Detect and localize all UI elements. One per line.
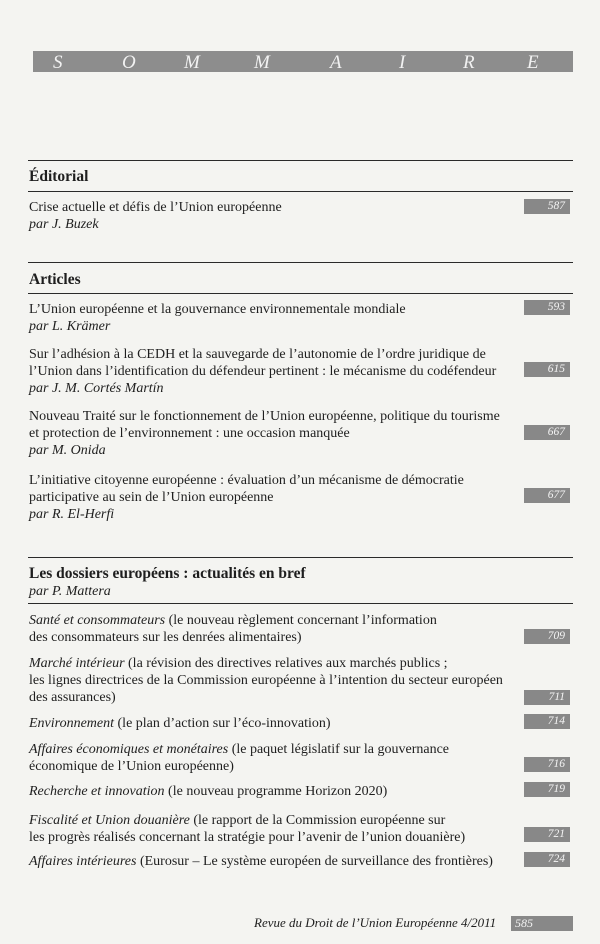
entry-text: (la révision des directives relatives aux marchés publics ;: [124, 656, 448, 671]
entry-topic: Recherche et innovation: [29, 784, 165, 799]
section-rule: [28, 603, 573, 604]
entry-author: par M. Onida: [29, 443, 106, 458]
folio-badge: 585: [511, 916, 573, 931]
entry-text: (Eurosur – Le système européen de surveillance des frontières): [136, 854, 493, 869]
journal-title: Revue du Droit de l’Union Européenne 4/2011: [254, 915, 497, 930]
toc-entry[interactable]: [29, 346, 519, 397]
section-rule: [28, 557, 573, 558]
section-author: par P. Mattera: [29, 584, 111, 599]
toc-entry[interactable]: [29, 612, 519, 646]
entry-text: (le nouveau programme Horizon 2020): [164, 784, 388, 799]
entry-topic: Marché intérieur: [29, 656, 125, 671]
entry-text: (le paquet législatif sur la gouvernance: [228, 742, 450, 757]
entry-title-line: l’Union dans l’identification du défendeur pertinent : le mécanisme du codéfendeur: [29, 364, 497, 379]
entry-text-line: économique de l’Union européenne): [29, 759, 234, 774]
toc-entry[interactable]: [29, 408, 519, 459]
section-title-articles: Articles: [29, 271, 81, 288]
toc-entry[interactable]: [29, 853, 524, 870]
toc-entry[interactable]: [29, 741, 519, 775]
section-rule: [28, 160, 573, 161]
page-number-badge[interactable]: 615: [524, 362, 570, 377]
page-number-badge[interactable]: 724: [524, 852, 570, 867]
banner-letter: M: [254, 52, 270, 73]
entry-author: par J. M. Cortés Martín: [29, 381, 164, 396]
page-number-badge[interactable]: 593: [524, 300, 570, 315]
entry-topic: Santé et consommateurs: [29, 613, 166, 628]
entry-title-line: et protection de l’environnement : une occasion manquée: [29, 426, 350, 441]
page-number-badge[interactable]: 721: [524, 827, 570, 842]
page-number-badge[interactable]: 711: [524, 690, 570, 705]
banner-letter: S: [53, 52, 63, 73]
entry-topic: Fiscalité et Union douanière: [29, 813, 190, 828]
entry-author: par J. Buzek: [29, 217, 99, 232]
sommaire-banner: [33, 51, 573, 72]
entry-text-line: des consommateurs sur les denrées alimentaires): [29, 630, 302, 645]
section-title-editorial: Éditorial: [29, 168, 89, 185]
toc-entry[interactable]: [29, 715, 519, 732]
entry-text: (le plan d’action sur l’éco-innovation): [114, 716, 331, 731]
page-number-badge[interactable]: 719: [524, 782, 570, 797]
entry-title-line: Nouveau Traité sur le fonctionnement de l’Union européenne, politique du tourisme: [29, 409, 500, 424]
entry-title-line: Sur l’adhésion à la CEDH et la sauvegarde de l’autonomie de l’ordre juridique de: [29, 347, 486, 362]
entry-topic: Affaires intérieures: [29, 854, 137, 869]
toc-entry[interactable]: [29, 783, 519, 800]
entry-author: par L. Krämer: [29, 319, 111, 334]
banner-letter: I: [399, 52, 406, 73]
toc-entry[interactable]: [29, 812, 519, 846]
entry-title: Crise actuelle et défis de l’Union européenne: [29, 200, 282, 215]
entry-text-line: des assurances): [29, 690, 116, 705]
section-rule: [28, 191, 573, 192]
page-number-badge[interactable]: 677: [524, 488, 570, 503]
toc-entry[interactable]: [29, 472, 519, 523]
entry-text: (le rapport de la Commission européenne sur: [189, 813, 446, 828]
banner-letter: A: [330, 52, 342, 73]
entry-text-line: les lignes directrices de la Commission européenne à l’intention du secteur européen: [29, 673, 503, 688]
banner-letter: R: [463, 52, 475, 73]
entry-title-line: L’initiative citoyenne européenne : évaluation d’un mécanisme de démocratie: [29, 473, 464, 488]
section-rule: [28, 262, 573, 263]
toc-entry[interactable]: [29, 301, 519, 335]
banner-letter: M: [184, 52, 200, 73]
entry-title-line: participative au sein de l’Union européenne: [29, 490, 274, 505]
section-rule: [28, 293, 573, 294]
entry-topic: Affaires économiques et monétaires: [29, 742, 229, 757]
entry-text: (le nouveau règlement concernant l’information: [165, 613, 437, 628]
page-number-badge[interactable]: 714: [524, 714, 570, 729]
entry-title: L’Union européenne et la gouvernance environnementale mondiale: [29, 302, 406, 317]
entry-topic: Environnement: [29, 716, 115, 731]
page-number-badge[interactable]: 667: [524, 425, 570, 440]
toc-entry[interactable]: [29, 199, 519, 233]
entry-text-line: les progrès réalisés concernant la stratégie pour l’avenir de l’union douanière): [29, 830, 466, 845]
banner-letter: O: [122, 52, 136, 73]
page-number-badge[interactable]: 709: [524, 629, 570, 644]
entry-author: par R. El-Herfi: [29, 507, 115, 522]
banner-letter: E: [527, 52, 539, 73]
page-number-badge[interactable]: 716: [524, 757, 570, 772]
page-number-badge[interactable]: 587: [524, 199, 570, 214]
toc-entry[interactable]: [29, 655, 519, 706]
section-title-dossiers: Les dossiers européens : actualités en bref: [29, 565, 306, 582]
